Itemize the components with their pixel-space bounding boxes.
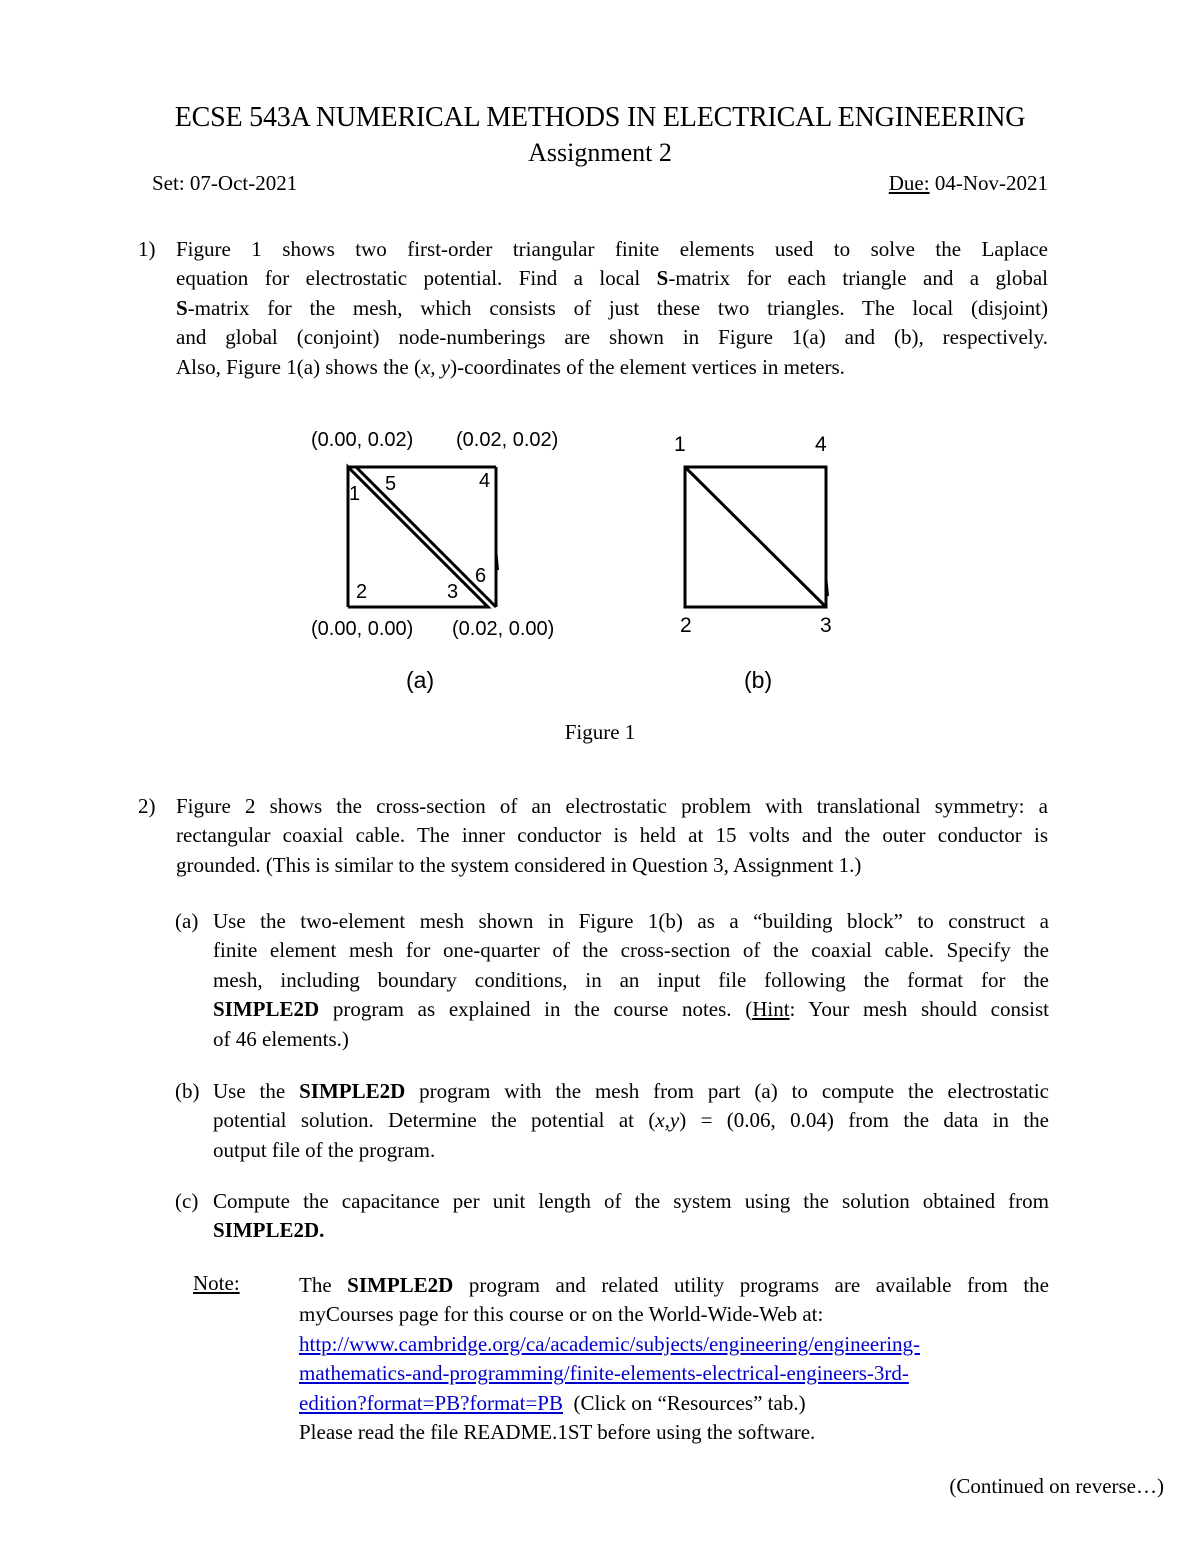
q1-line: and global (conjoint) node-numberings are shown in Figure 1(a) and (b), respectively. [176,325,1048,350]
note-line [299,1359,1049,1388]
q2-line: grounded. (This is similar to the system considered in Question 3, Assignment 1.) [176,852,862,877]
assignment-subtitle: Assignment 2 [528,138,672,167]
q2-line: Figure 2 shows the cross-section of an electrostatic problem with translational symmetry: a [176,794,1048,818]
part-b-line: output file of the program. [213,1137,436,1162]
part-b-label: (b) [175,1079,200,1103]
part-a-line: mesh, including boundary conditions, in an input file following the format for the [213,967,1049,992]
coord-bottom-left: (0.00, 0.00) [311,618,414,640]
part-a-line: finite element mesh for one-quarter of the cross-section of the coaxial cable. Specify the [213,938,1049,963]
question-1-number: 1) [138,237,156,261]
local-node-1: 1 [349,483,361,505]
local-node-5: 5 [385,473,397,495]
note-line: The SIMPLE2D program and related utility programs are available from the [299,1273,1049,1297]
coord-top-left: (0.00, 0.02) [311,429,414,451]
global-node-1: 1 [674,433,686,456]
document-title: ECSE 543A NUMERICAL METHODS IN ELECTRICAL ENGINEERING [174,102,1026,133]
part-c-label: (c) [175,1189,199,1213]
q2-line: rectangular coaxial cable. The inner conductor is held at 15 volts and the outer conductor is [176,823,1048,848]
q1-line: S-matrix for the mesh, which consists of just these two triangles. The local (disjoint) [176,295,1048,320]
part-c-line: SIMPLE2D. [213,1218,325,1243]
part-a-line: SIMPLE2D program as explained in the course notes. (Hint: Your mesh should consist [213,997,1049,1022]
question-2-text [176,792,1048,880]
local-node-4: 4 [479,470,491,492]
part-c-line: Compute the capacitance per unit length of the system using the solution obtained from [213,1189,1049,1213]
element-1-outline [348,467,491,607]
due-label: Due: [888,171,930,195]
note-line: edition?format=PB?format=PB (Click on “Resources” tab.) [299,1390,806,1415]
part-a-line: Use the two-element mesh shown in Figure 1(b) as a “building block” to construct a [213,909,1049,933]
part-a-line: of 46 elements.) [213,1026,349,1051]
q1-line: equation for electrostatic potential. Find a local S-matrix for each triangle and a global [176,266,1048,291]
continued-note: (Continued on reverse…) [949,1474,1164,1498]
figure-1a-label: (a) [406,667,435,693]
global-node-3: 3 [820,614,832,637]
note-label: Note: [193,1271,240,1295]
figure-1-caption: Figure 1 [564,720,636,744]
figure-1 [0,0,1200,720]
global-node-4: 4 [815,433,827,456]
part-c-text [213,1187,1049,1246]
note-line: Please read the file README.1ST before using the software. [299,1420,816,1445]
resource-link[interactable]: http://www.cambridge.org/ca/academic/subjects/engineering/engineering- [299,1331,921,1356]
q1-line: Also, Figure 1(a) shows the (x, y)-coordinates of the element vertices in meters. [176,354,845,379]
figure-1b-global-mesh [685,467,828,607]
resource-link-cont[interactable]: mathematics-and-programming/finite-elements-electrical-engineers-3rd- [299,1361,909,1386]
local-node-3: 3 [447,581,459,603]
coord-top-right: (0.02, 0.02) [456,429,559,451]
figure-1b-label: (b) [744,667,773,693]
set-date: Set: 07-Oct-2021 [152,171,298,195]
note-line [299,1330,1049,1359]
diagonal-edge [685,467,826,607]
part-a-text [213,907,1049,1054]
part-a-label: (a) [175,909,199,933]
due-date-value: 04-Nov-2021 [929,171,1048,195]
question-2-number: 2) [138,794,156,818]
local-node-2: 2 [356,581,368,603]
q1-line: Figure 1 shows two first-order triangular finite elements used to solve the Laplace [176,237,1048,261]
coord-bottom-right: (0.02, 0.00) [452,618,555,640]
part-b-text [213,1077,1049,1165]
local-node-6: 6 [475,565,487,587]
part-b-line: potential solution. Determine the potential at (x,y) = (0.06, 0.04) from the data in the [213,1108,1049,1133]
resource-link-end[interactable]: edition?format=PB?format=PB [299,1390,563,1415]
global-node-2: 2 [680,614,692,637]
note-line: myCourses page for this course or on the World-Wide-Web at: [299,1302,824,1327]
note-text [299,1271,1049,1447]
part-b-line: Use the SIMPLE2D program with the mesh from part (a) to compute the electrostatic [213,1079,1049,1103]
